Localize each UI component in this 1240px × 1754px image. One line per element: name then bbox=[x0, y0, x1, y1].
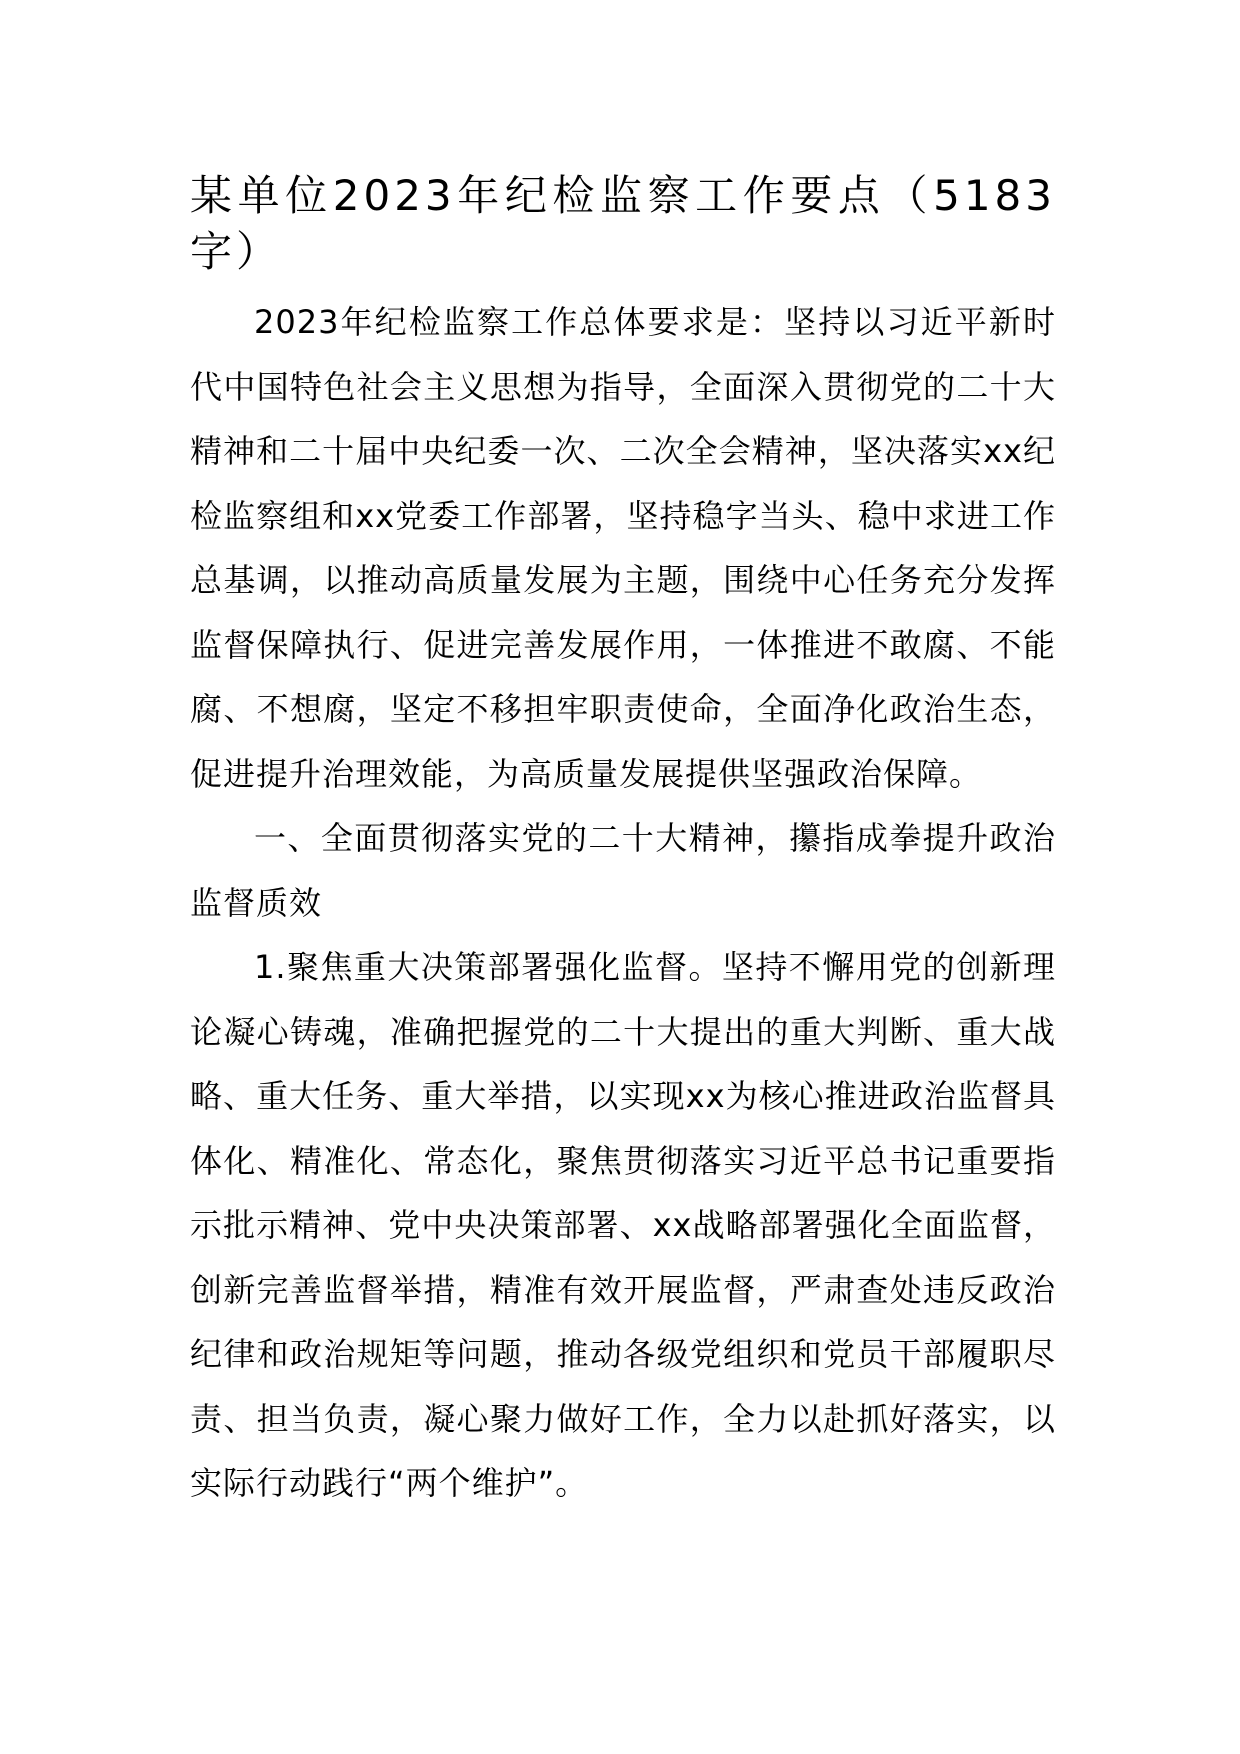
section-heading-1: 一、全面贯彻落实党的二十大精神，攥指成拳提升政治监督质效 bbox=[190, 819, 1056, 922]
body-paragraph-item-1: 1.聚焦重大决策部署强化监督。坚持不懈用党的创新理论凝心铸魂，准确把握党的二十大提出的重大判断、重大战略、重大任务、重大举措，以实现xx为核心推进政治监督具体化、精准化、常态化，聚焦贯彻落实习近平总书记重要指示批示精神、党中央决策部署、xx战略部署强化全面监督，创新完善监督举措，精准有效开展监督，严肃查处违反政治纪律和政治规矩等问题，推动各级党组织和党员干部履职尽责、担当负责，凝心聚力做好工作，全力以赴抓好落实，以实际行动践行“两个维护”。 bbox=[190, 948, 1056, 1502]
body-paragraph-overview: 2023年纪检监察工作总体要求是：坚持以习近平新时代中国特色社会主义思想为指导，全面深入贯彻党的二十大精神和二十届中央纪委一次、二次全会精神，坚决落实xx纪检监察组和xx党委工作部署，坚持稳字当头、稳中求进工作总基调，以推动高质量发展为主题，围绕中心任务充分发挥监督保障执行、促进完善发展作用，一体推进不敢腐、不能腐、不想腐，坚定不移担牢职责使命，全面净化政治生态，促进提升治理效能，为高质量发展提供坚强政治保障。 bbox=[190, 303, 1056, 793]
document-title: 某单位2023年纪检监察工作要点（5183字） bbox=[190, 171, 1056, 276]
document-page bbox=[190, 168, 1056, 1516]
